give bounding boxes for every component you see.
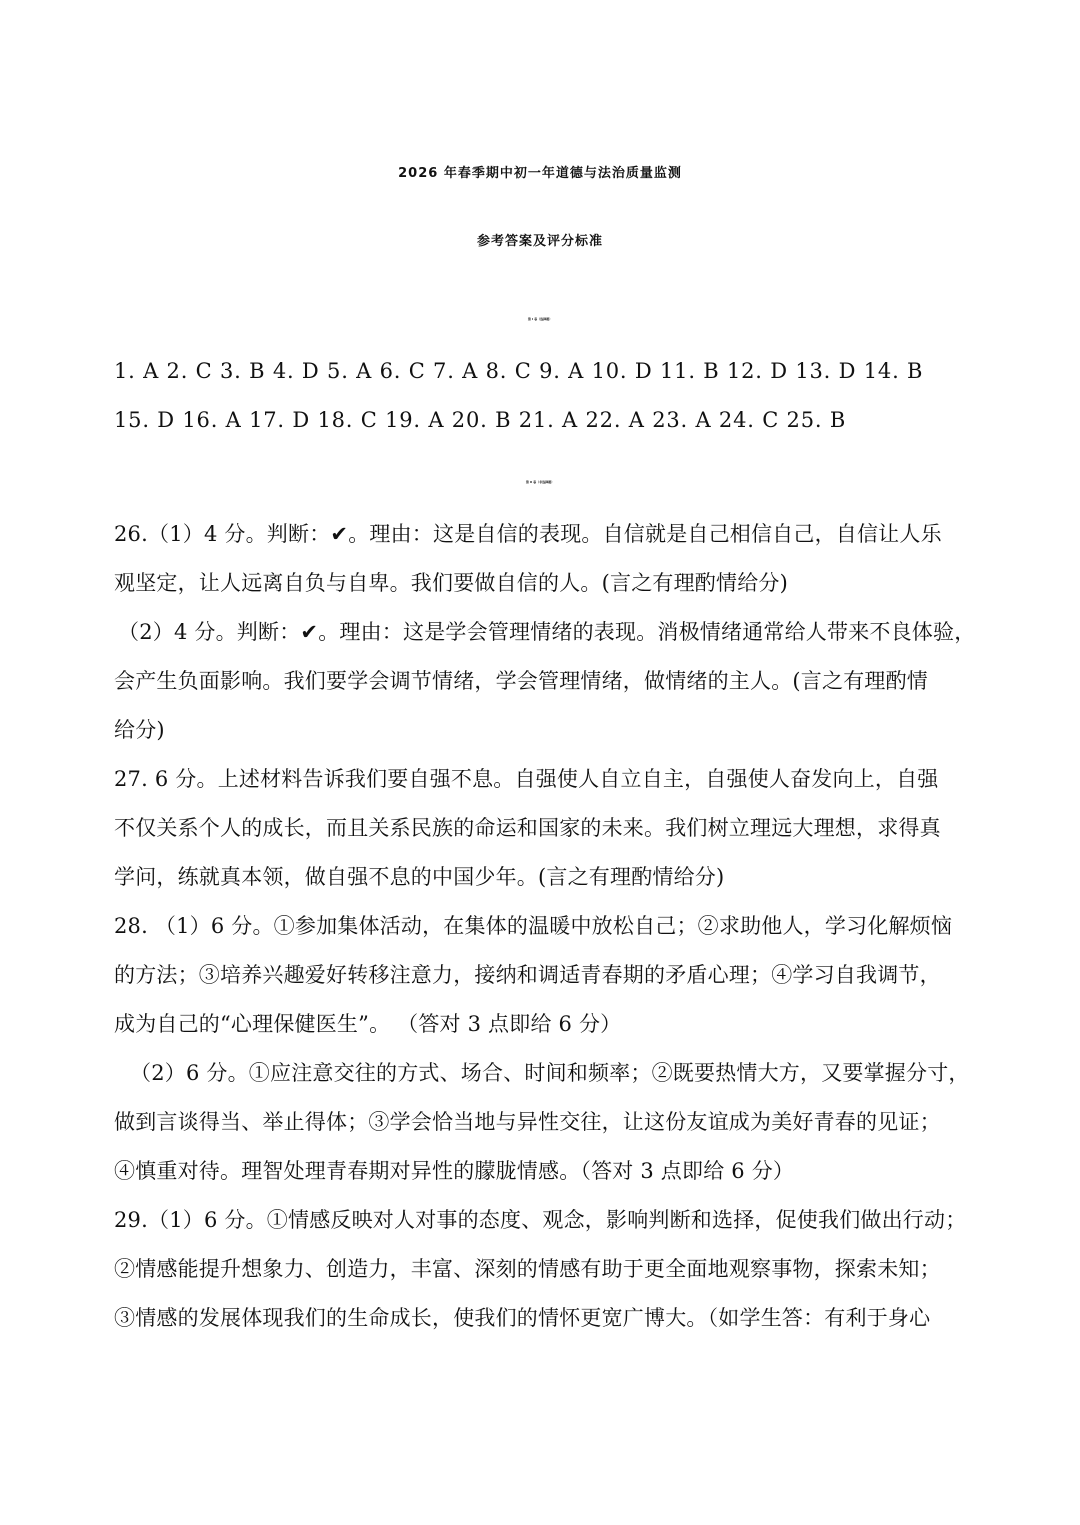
answer-line: ②情感能提升想象力、创造力，丰富、深刻的情感有助于更全面地观察事物，探索未知； [114, 1257, 941, 1281]
document-subtitle: 参考答案及评分标准 [476, 234, 603, 249]
document-title: 2026 年春季期中初一年道德与法治质量监测 [398, 166, 682, 181]
answer-line: 27. 6 分。上述材料告诉我们要自强不息。自强使人自立自主，自强使人奋发向上，自强 [114, 767, 939, 791]
answer-line: 做到言谈得当、举止得体；③学会恰当地与异性交往，让这份友谊成为美好青春的见证； [114, 1110, 941, 1134]
answer-line: 不仅关系个人的成长，而且关系民族的命运和国家的未来。我们树立理远大理想，求得真 [114, 816, 941, 840]
answer-line: 成为自己的“心理保健医生”。 （答对 3 点即给 6 分） [114, 1012, 622, 1036]
answer-line: （2）4 分。判断：✔。理由：这是学会管理情绪的表现。消极情绪通常给人带来不良体验， [118, 620, 976, 644]
answer-line: 29.（1）6 分。①情感反映对人对事的态度、观念，影响判断和选择，促使我们做出行动； [114, 1208, 967, 1232]
section-heading-choice: 第 I 卷（选择题） [527, 317, 553, 321]
choice-answers-line: 1. A 2. C 3. B 4. D 5. A 6. C 7. A 8. C 9. A 10. D 11. B 12. D 13. D 14. B [114, 359, 924, 383]
answer-line: 给分) [114, 718, 165, 742]
answer-line: 观坚定，让人远离自负与自卑。我们要做自信的人。(言之有理酌情给分) [114, 571, 788, 595]
answer-line: 学问，练就真本领，做自强不息的中国少年。(言之有理酌情给分) [114, 865, 725, 889]
answer-line: 会产生负面影响。我们要学会调节情绪，学会管理情绪，做情绪的主人。(言之有理酌情 [114, 669, 928, 693]
answer-line: （2）6 分。①应注意交往的方式、场合、时间和频率；②既要热情大方，又要掌握分寸， [130, 1061, 970, 1085]
answer-line: ③情感的发展体现我们的生命成长，使我们的情怀更宽广博大。（如学生答：有利于身心 [114, 1306, 931, 1330]
answer-line: 26.（1）4 分。判断：✔。理由：这是自信的表现。自信就是自己相信自己，自信让人乐 [114, 522, 942, 546]
choice-answers-line: 15. D 16. A 17. D 18. C 19. A 20. B 21. A 22. A 23. A 24. C 25. B [114, 408, 847, 432]
answer-line: 28. （1）6 分。①参加集体活动，在集体的温暖中放松自己；②求助他人，学习化解烦恼 [114, 914, 953, 938]
answer-line: ④慎重对待。理智处理青春期对异性的朦胧情感。（答对 3 点即给 6 分） [114, 1159, 795, 1183]
section-heading-nonchoice: 第 II 卷（非选择题） [525, 480, 555, 484]
answer-line: 的方法；③培养兴趣爱好转移注意力，接纳和调适青春期的矛盾心理；④学习自我调节， [114, 963, 941, 987]
